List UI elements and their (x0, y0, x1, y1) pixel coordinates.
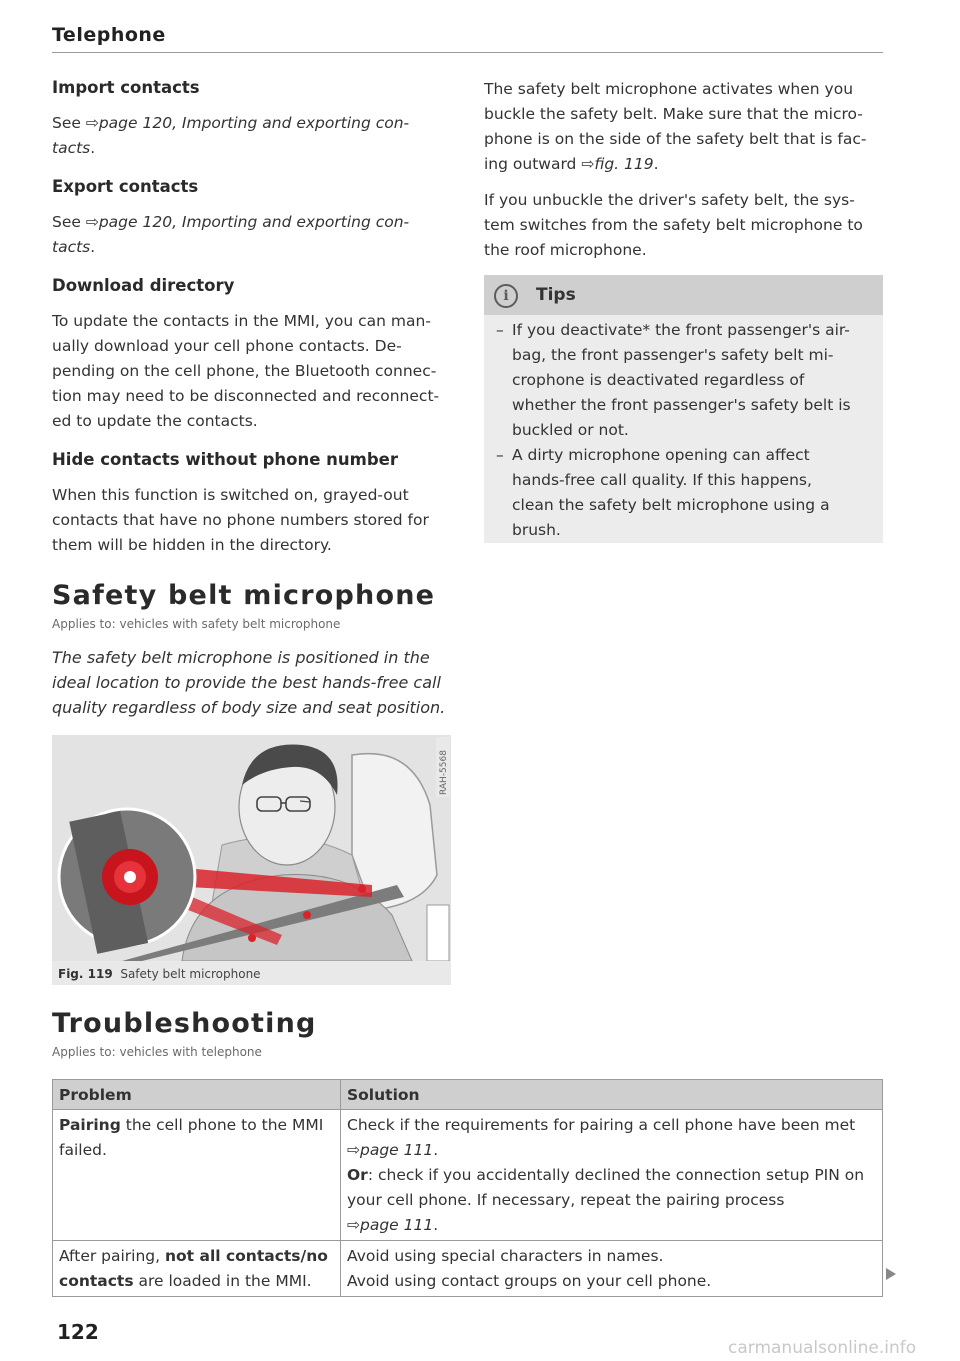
table-row (53, 1110, 883, 1241)
continue-arrow-icon (886, 1268, 896, 1280)
safety-belt-heading: Safety belt microphone (52, 580, 436, 611)
problem-cell: Pairing the cell phone to the MMI failed. (53, 1110, 341, 1241)
troubleshooting-table (52, 1079, 883, 1297)
page-ref[interactable]: page 111 (360, 1216, 434, 1234)
solution-cell: Avoid using special characters in names. Avoid using contact groups on your cell phone. (341, 1241, 883, 1297)
export-contacts-heading: Export contacts (52, 177, 199, 196)
safety-applies: Applies to: vehicles with safety belt microphone (52, 617, 341, 631)
troubleshooting-applies: Applies to: vehicles with telephone (52, 1045, 262, 1059)
arrow-right-icon: ⇨ (581, 155, 595, 173)
problem-cell: After pairing, not all contacts/no contacts are loaded in the MMI. (53, 1241, 341, 1297)
page-number: 122 (57, 1320, 99, 1344)
import-contacts-text: See ⇨page 120, Importing and exporting con- tacts. (52, 114, 410, 157)
solution-cell: Check if the requirements for pairing a cell phone have been met ⇨page 111. Or: check if you accidentally declined the connection setup PIN on your cell phone. If necessary, repeat the pairing process ⇨page 111. (341, 1110, 883, 1241)
troubleshooting-heading: Troubleshooting (52, 1008, 317, 1039)
arrow-right-icon: ⇨ (85, 114, 99, 132)
running-header: Telephone (52, 24, 166, 46)
belt-mic-para-2: If you unbuckle the driver's safety belt, the sys- tem switches from the safety belt microphone to the roof microphone. (484, 191, 863, 259)
export-page-ref[interactable]: page 120, Importing and exporting con- (98, 213, 410, 231)
header-rule (52, 52, 883, 53)
hide-contacts-heading: Hide contacts without phone number (52, 450, 398, 469)
import-contacts-heading: Import contacts (52, 78, 200, 97)
download-directory-text: To update the contacts in the MMI, you can man- ually download your cell phone contacts. De- pending on the cell phone, the Bluetooth connec- tion may need to be disconnected and reconnect- ed to update the contacts. (52, 312, 440, 430)
hide-contacts-text: When this function is switched on, grayed-out contacts that have no phone numbers stored for them will be hidden in the directory. (52, 486, 429, 554)
figure-caption: Fig. 119 Safety belt microphone (58, 967, 261, 981)
tips-title: Tips (536, 285, 576, 305)
arrow-right-icon: ⇨ (85, 213, 99, 231)
download-directory-heading: Download directory (52, 276, 235, 295)
table-header-row (53, 1080, 883, 1110)
header-problem: Problem (53, 1080, 341, 1110)
arrow-right-icon: ⇨ (347, 1216, 360, 1234)
header-solution: Solution (341, 1080, 883, 1110)
table-row (53, 1241, 883, 1297)
safety-belt-illustration (52, 735, 451, 961)
watermark: carmanualsonline.info (728, 1338, 917, 1358)
belt-mic-para-1: The safety belt microphone activates when you buckle the safety belt. Make sure that the micro- phone is on the side of the safety belt that is fac- ing outward ⇨fig. 119. (484, 80, 867, 173)
figure-code: RAH-5568 (439, 750, 449, 795)
info-icon: i (494, 284, 518, 308)
export-contacts-text: See ⇨page 120, Importing and exporting con- tacts. (52, 213, 410, 256)
fig-ref[interactable]: fig. 119 (594, 155, 654, 173)
arrow-right-icon: ⇨ (347, 1141, 360, 1159)
safety-intro: The safety belt microphone is positioned in the ideal location to provide the best hands-free call quality regardless of body size and seat position. (52, 648, 446, 717)
figure-119 (52, 735, 451, 985)
import-page-ref[interactable]: page 120, Importing and exporting con- (98, 114, 410, 132)
page-ref[interactable]: page 111 (360, 1141, 434, 1159)
